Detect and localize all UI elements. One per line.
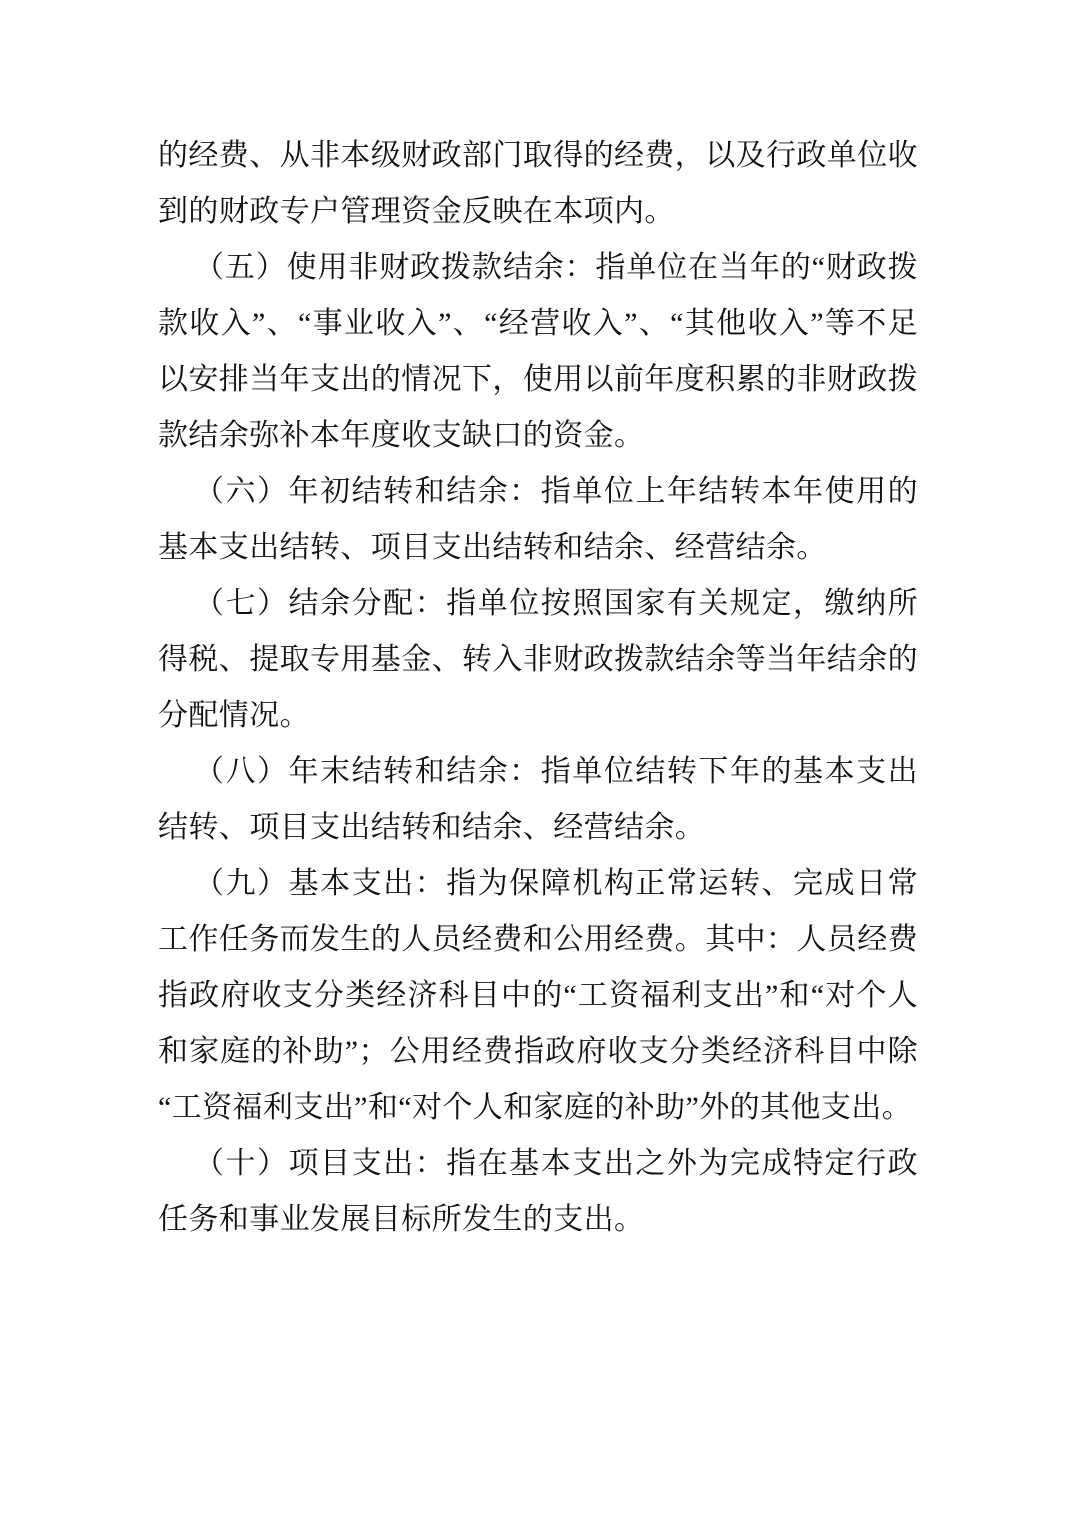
paragraph-item-6: （六）年初结转和结余：指单位上年结转本年使用的基本支出结转、项目支出结转和结余、经营结余。	[158, 475, 918, 564]
paragraph-item-7: （七）结余分配：指单位按照国家有关规定，缴纳所得税、提取专用基金、转入非财政拨款结余等当年结余的分配情况。	[158, 587, 918, 732]
paragraph-item-8: （八）年末结转和结余：指单位结转下年的基本支出结转、项目支出结转和结余、经营结余。	[158, 755, 918, 844]
paragraph-item-5: （五）使用非财政拨款结余：指单位在当年的“财政拨款收入”、“事业收入”、“经营收入”、“其他收入”等不足以安排当年支出的情况下，使用以前年度积累的非财政拨款结余弥补本年度收支缺口的资金。	[158, 251, 918, 452]
paragraph-continuation: 的经费、从非本级财政部门取得的经费，以及行政单位收到的财政专户管理资金反映在本项内。	[158, 139, 918, 228]
document-body	[158, 128, 918, 1248]
paragraph-item-9: （九）基本支出：指为保障机构正常运转、完成日常工作任务而发生的人员经费和公用经费。其中：人员经费指政府收支分类经济科目中的“工资福利支出”和“对个人和家庭的补助”；公用经费指政府收支分类经济科目中除“工资福利支出”和“对个人和家庭的补助”外的其他支出。	[158, 867, 918, 1124]
paragraph-item-10: （十）项目支出：指在基本支出之外为完成特定行政任务和事业发展目标所发生的支出。	[158, 1147, 918, 1236]
